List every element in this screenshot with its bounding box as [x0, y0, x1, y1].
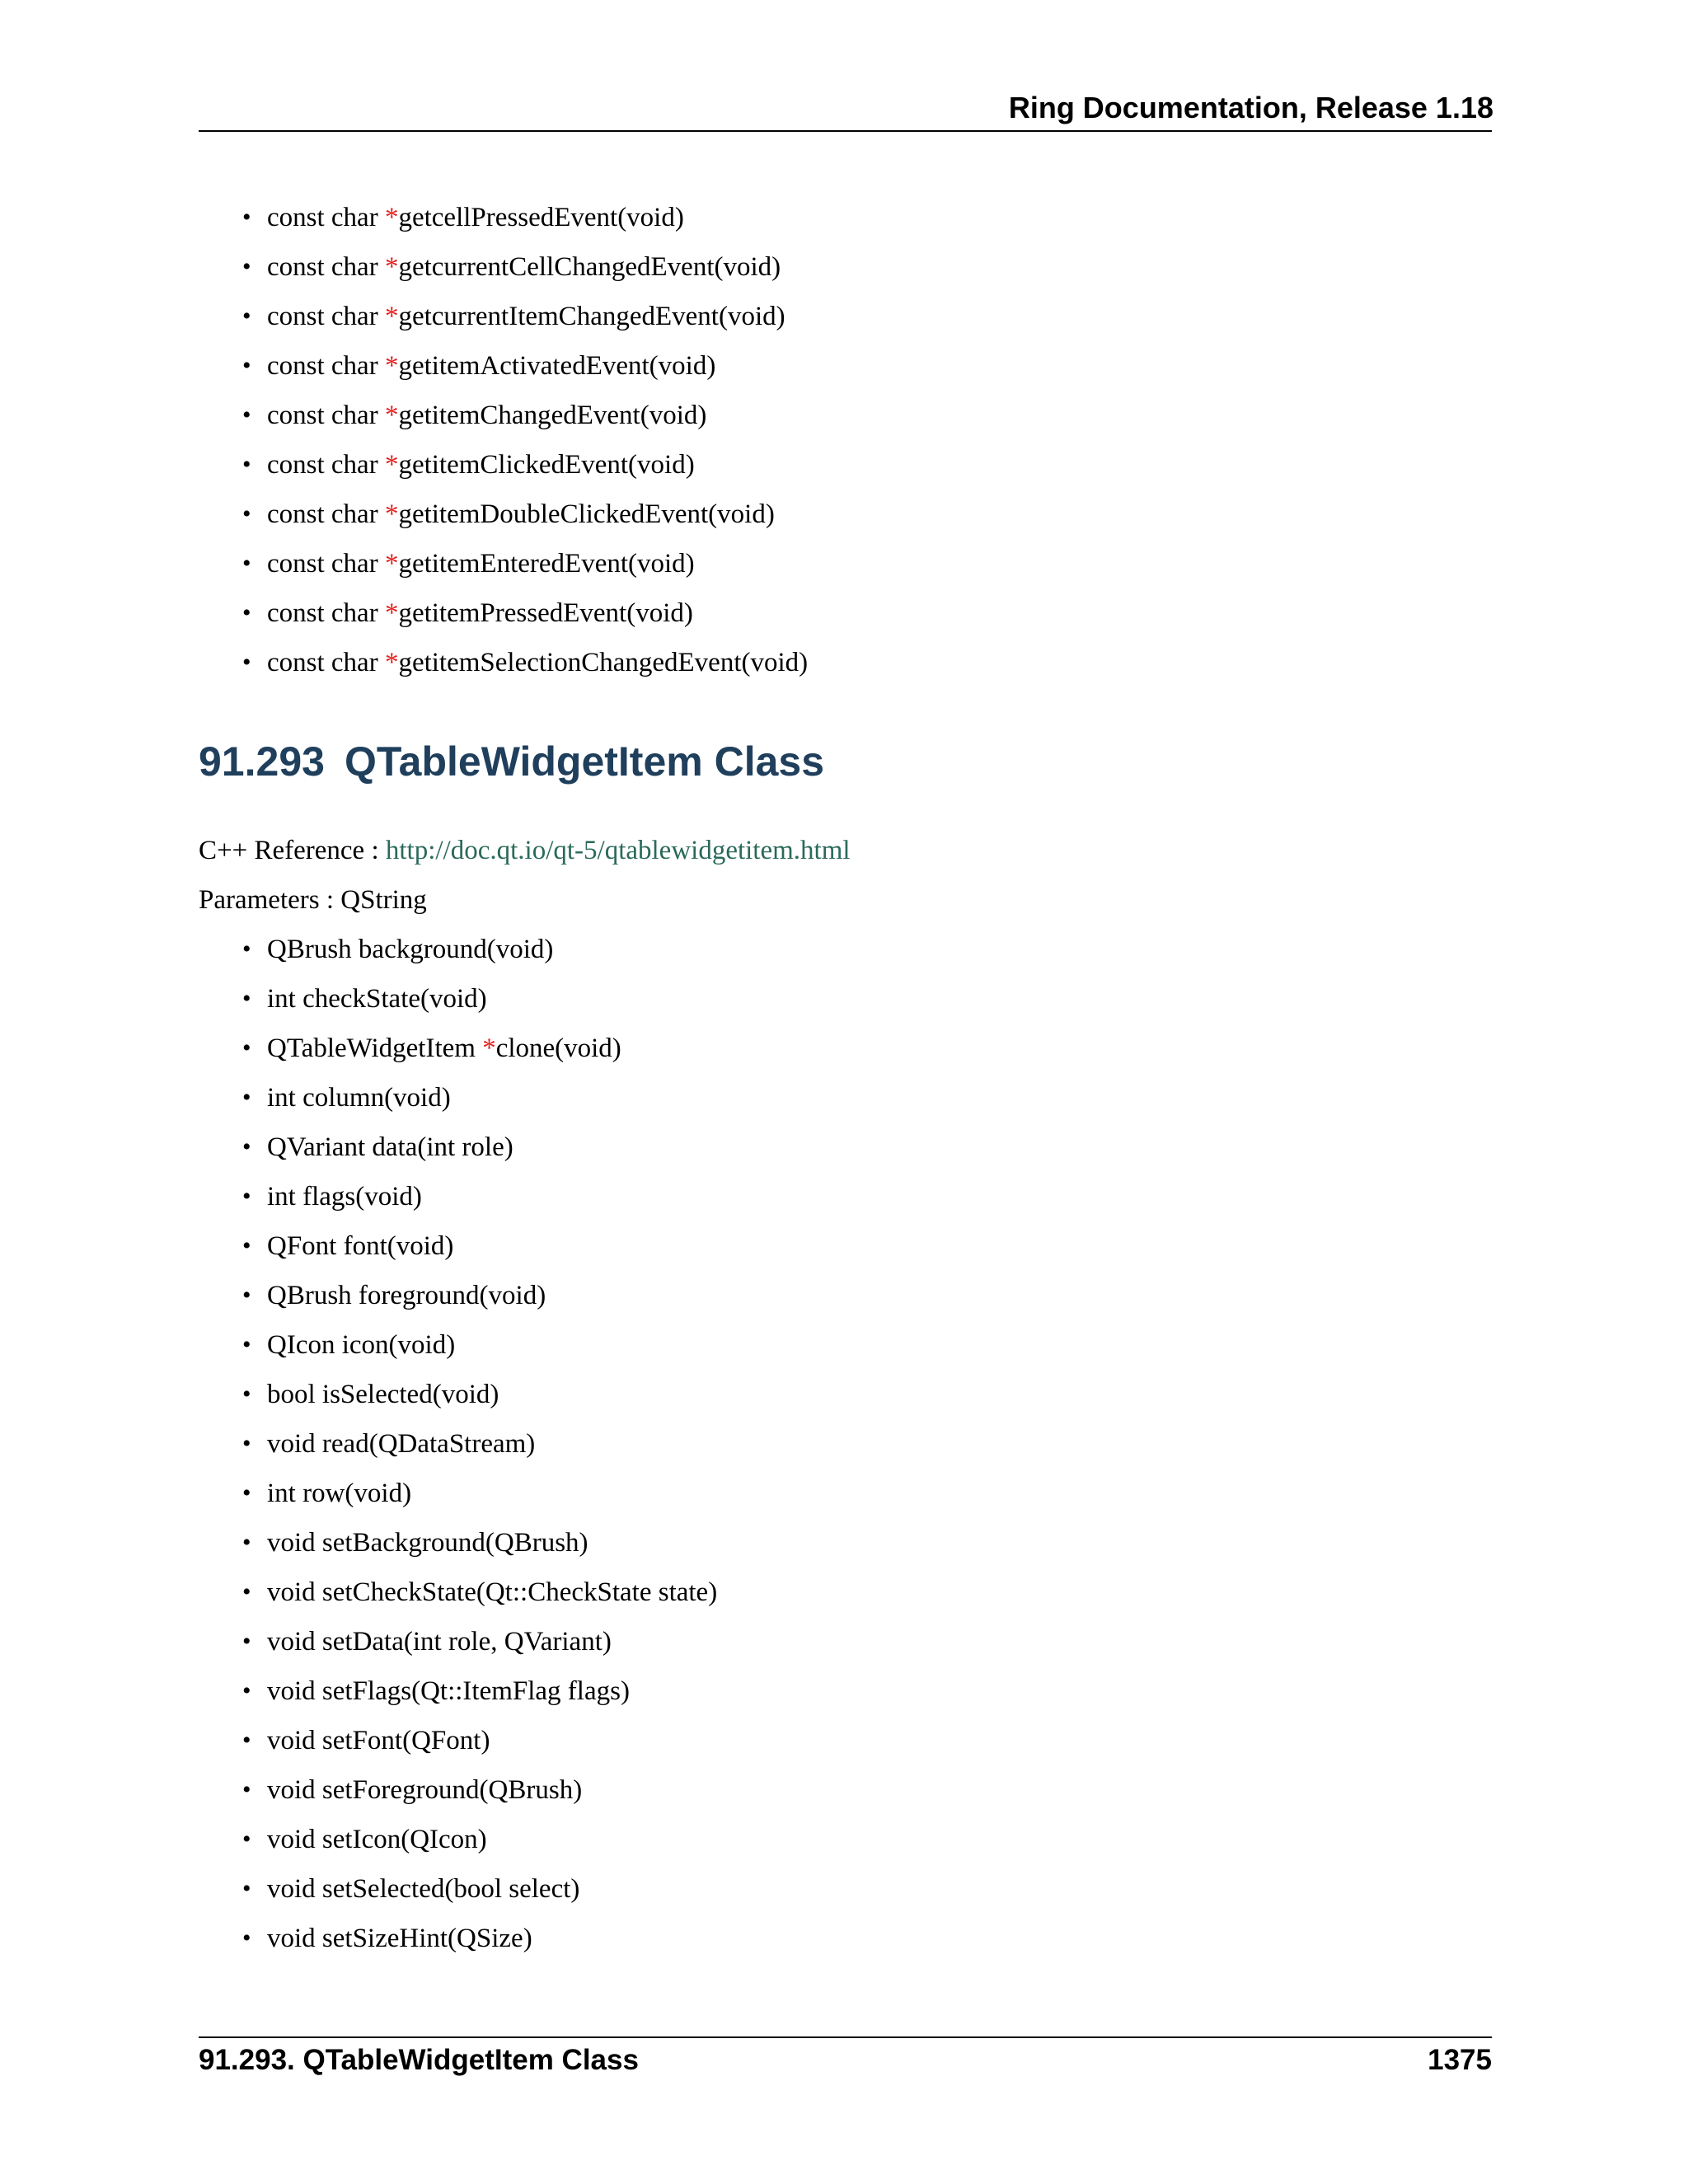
signature-prefix: int flags(void)	[267, 1182, 422, 1212]
list-item-text	[267, 588, 693, 638]
signature-prefix: void setSelected(bool select)	[267, 1874, 580, 1904]
signature-prefix: void setData(int role, QVariant)	[267, 1627, 612, 1657]
signature-prefix: QBrush background(void)	[267, 935, 554, 964]
list-item-text	[267, 1221, 453, 1271]
signature-name: getcellPressedEvent(void)	[398, 203, 684, 232]
list-item-text	[267, 1320, 455, 1370]
bullet-icon: •	[242, 1529, 251, 1556]
list-item-text	[267, 1518, 588, 1568]
bullet-icon: •	[242, 1727, 251, 1754]
signature-prefix: void setIcon(QIcon)	[267, 1825, 487, 1854]
bullet-icon: •	[242, 451, 251, 478]
bullet-icon: •	[242, 985, 251, 1012]
cpp-reference-line	[199, 826, 851, 875]
list-item-text	[267, 1815, 487, 1864]
parameters-line: Parameters : QString	[199, 885, 427, 915]
pointer-star: *	[384, 549, 399, 579]
signature-prefix: void setForeground(QBrush)	[267, 1775, 583, 1805]
signature-prefix: const char	[267, 252, 385, 282]
bullet-icon: •	[242, 1578, 251, 1605]
list-item-text	[267, 1469, 411, 1518]
bullet-icon: •	[242, 401, 251, 429]
bullet-icon: •	[242, 1034, 251, 1062]
signature-prefix: bool isSelected(void)	[267, 1380, 499, 1409]
bullet-icon: •	[242, 649, 251, 676]
signature-name: getitemEnteredEvent(void)	[398, 549, 695, 579]
bullet-icon: •	[242, 1380, 251, 1408]
signature-prefix: const char	[267, 499, 385, 529]
signature-prefix: int checkState(void)	[267, 984, 487, 1014]
signature-name: getcurrentItemChangedEvent(void)	[398, 302, 785, 331]
signature-name: getitemChangedEvent(void)	[398, 401, 707, 430]
bullet-icon: •	[242, 253, 251, 280]
signature-name: getitemActivatedEvent(void)	[398, 351, 716, 381]
signature-prefix: void setCheckState(Qt::CheckState state)	[267, 1577, 718, 1607]
signature-prefix: void setFont(QFont)	[267, 1726, 490, 1755]
pointer-star: *	[384, 203, 399, 232]
bullet-icon: •	[242, 1133, 251, 1160]
bullet-icon: •	[242, 352, 251, 379]
bullet-icon: •	[242, 204, 251, 231]
signature-prefix: const char	[267, 648, 385, 677]
list-item-text	[267, 1864, 579, 1914]
signature-prefix: void read(QDataStream)	[267, 1429, 536, 1459]
footer-page-number: 1375	[1428, 2044, 1492, 2076]
footer-section-label: 91.293. QTableWidgetItem Class	[199, 2044, 639, 2076]
reference-link[interactable]: http://doc.qt.io/qt-5/qtablewidgetitem.html	[385, 836, 851, 865]
bullet-icon: •	[242, 302, 251, 330]
bullet-icon: •	[242, 1183, 251, 1210]
pointer-star: *	[384, 252, 399, 282]
reference-label: C++ Reference :	[199, 836, 386, 865]
list-item-text	[267, 1666, 630, 1716]
signature-prefix: int row(void)	[267, 1479, 412, 1508]
list-item-text	[267, 1765, 582, 1815]
footer-rule	[199, 2036, 1492, 2038]
list-item-text	[267, 1419, 535, 1469]
signature-name: getitemDoubleClickedEvent(void)	[398, 499, 775, 529]
pointer-star: *	[384, 648, 399, 677]
bullet-icon: •	[242, 1825, 251, 1853]
bullet-icon: •	[242, 599, 251, 626]
list-item-text	[267, 1370, 499, 1419]
bullet-icon: •	[242, 1628, 251, 1655]
list-item-text	[267, 193, 684, 242]
bullet-icon: •	[242, 1677, 251, 1704]
list-item-text	[267, 1914, 532, 1963]
list-item-text	[267, 1122, 513, 1172]
bullet-icon: •	[242, 550, 251, 577]
signature-name: getitemPressedEvent(void)	[398, 598, 693, 628]
bullet-icon: •	[242, 1430, 251, 1457]
bullet-icon: •	[242, 1924, 251, 1952]
pointer-star: *	[384, 499, 399, 529]
list-item-text	[267, 974, 487, 1024]
signature-prefix: void setBackground(QBrush)	[267, 1528, 588, 1558]
list-item-text	[267, 341, 715, 391]
list-item-text	[267, 638, 808, 687]
list-item-text	[267, 1172, 422, 1221]
signature-prefix: QFont font(void)	[267, 1231, 454, 1261]
signature-name: clone(void)	[495, 1033, 621, 1063]
pointer-star: *	[384, 401, 399, 430]
bullet-icon: •	[242, 1282, 251, 1309]
list-item-text	[267, 1073, 451, 1122]
list-item-text	[267, 440, 695, 490]
list-item-text	[267, 539, 695, 588]
list-item-text	[267, 1568, 717, 1617]
signature-prefix: const char	[267, 401, 385, 430]
signature-prefix: void setFlags(Qt::ItemFlag flags)	[267, 1676, 630, 1706]
list-item-text	[267, 1024, 621, 1073]
signature-prefix: QVariant data(int role)	[267, 1132, 513, 1162]
running-header-title: Ring Documentation, Release 1.18	[1008, 91, 1493, 124]
bullet-icon: •	[242, 935, 251, 963]
signature-prefix: int column(void)	[267, 1083, 451, 1113]
signature-prefix: const char	[267, 598, 385, 628]
list-item-text	[267, 490, 775, 539]
signature-prefix: QTableWidgetItem	[267, 1033, 483, 1063]
bullet-icon: •	[242, 500, 251, 527]
pointer-star: *	[482, 1033, 496, 1063]
bullet-icon: •	[242, 1479, 251, 1507]
signature-name: getitemSelectionChangedEvent(void)	[398, 648, 809, 677]
signature-name: getitemClickedEvent(void)	[398, 450, 695, 480]
section-title: QTableWidgetItem Class	[344, 738, 825, 785]
pointer-star: *	[384, 598, 399, 628]
list-item-text	[267, 1716, 490, 1765]
signature-prefix: const char	[267, 351, 385, 381]
signature-prefix: QIcon icon(void)	[267, 1330, 456, 1360]
section-heading	[199, 738, 824, 785]
signature-prefix: const char	[267, 302, 385, 331]
list-item-text	[267, 391, 706, 440]
bullet-icon: •	[242, 1331, 251, 1358]
list-item-text	[267, 1271, 546, 1320]
section-number: 91.293	[199, 738, 325, 785]
list-item-text	[267, 925, 553, 974]
signature-prefix: const char	[267, 549, 385, 579]
pointer-star: *	[384, 351, 399, 381]
pointer-star: *	[384, 450, 399, 480]
signature-prefix: const char	[267, 450, 385, 480]
signature-prefix: const char	[267, 203, 385, 232]
signature-name: getcurrentCellChangedEvent(void)	[398, 252, 781, 282]
list-item-text	[267, 1617, 612, 1666]
signature-prefix: void setSizeHint(QSize)	[267, 1924, 532, 1953]
bullet-icon: •	[242, 1875, 251, 1902]
list-item-text	[267, 242, 781, 292]
signature-prefix: QBrush foreground(void)	[267, 1281, 546, 1310]
header-rule	[199, 130, 1492, 132]
bullet-icon: •	[242, 1232, 251, 1259]
bullet-icon: •	[242, 1084, 251, 1111]
bullet-icon: •	[242, 1776, 251, 1803]
list-item-text	[267, 292, 785, 341]
pointer-star: *	[384, 302, 399, 331]
